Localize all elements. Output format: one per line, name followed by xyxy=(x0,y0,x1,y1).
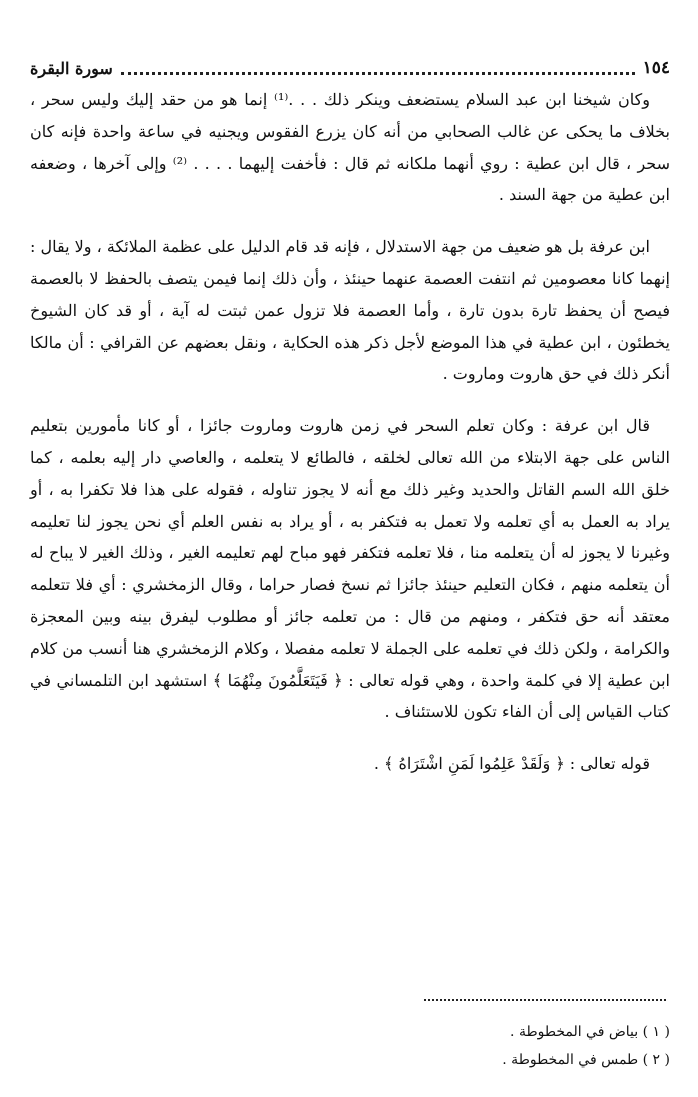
footnotes xyxy=(30,1018,670,1074)
paragraph: وكان شيخنا ابن عبد السلام يستضعف وينكر ذلك . . .⁽¹⁾ إنما هو من حقد إليك وليس سحر ، بخلاف ما يحكى عن غالب الصحابي من أنه كان يزرع الفقوس ويجنيه في ساعة واحدة فإنه كان سحر ، قال ابن عطية : روي أنهما ملكانه ثم قال : فأخفت إليهما . . . . ⁽²⁾ وإلى آخرها ، وضعفه ابن عطية من جهة السند . xyxy=(30,90,671,205)
surah-title: سورة البقرة xyxy=(30,58,113,78)
paragraph: قوله تعالى : ﴿ وَلَقَدْ عَلِمُوا لَمَنِ اشْتَرَاهُ ﴾ . xyxy=(373,754,650,774)
page-header xyxy=(30,56,670,80)
page-number: ١٥٤ xyxy=(642,58,670,78)
paragraph: ابن عرفة بل هو ضعيف من جهة الاستدلال ، فإنه قد قام الدليل على عظمة الملائكة ، ولا يقال : إنهما كانا معصومين ثم انتفت العصمة عنهما حينئذ ، وأن ذلك إنما فيمن يتصف بالحفظ لا بالعصمة فيصح أن يحفظ تارة بدون تارة ، وأما العصمة فلا تزول عمن ثبتت له آية ، أو قد كان الشيوخ يخطئون ، ابن عطية في هذا الموضع لأجل ذكر هذه الحكاية ، ونقل بعضهم عن القرافي : أن مالكا أنكر ذلك في حق هاروت وماروت . xyxy=(30,237,670,384)
paragraph: قال ابن عرفة : وكان تعلم السحر في زمن هاروت وماروت جائزا ، أو كانا مأمورين بتعليم الناس على جهة الابتلاء من الله تعالى لخلقه ، فالطائع لا يتعلمه ، والعاصي دار إليه بعلمه ، كما خلق الله السم القاتل والحديد وغير ذلك مع أنه لا يجوز تناوله ، فقوله على هذا فلا تكفرا به ، أو يراد به العمل به أي تعلمه ولا تعمل به فتكفر به ، أو يراد به نفس العلم أي نحن يجوز لنا تعليمه وغيرنا لا يجوز له أن يتعلمه منا ، فلا تعلمه فتكفر فهو مباح لهم تعليمه الغير ، وذلك الغير لا يباح له أن يتعلمه منهم ، فكان التعليم حينئذ جائزا ثم نسخ فصار حراما ، وقال الزمخشري : أي فلا تتعلمه معتقد أنه حق فتكفر ، ومنهم من قال : من تعلمه جائز أو مطلوب ليفرق بينه وبين المعجزة والكرامة ، ولكن ذلك في تعلمه على الجملة لا تعلمه مفصلا ، وكلام الزمخشري هنا أنسب من كلام ابن عطية إلا في كلمة واحدة ، وهي قوله تعالى : ﴿ فَيَتَعَلَّمُونَ مِنْهُمَا ﴾ استشهد ابن التلمساني في كتاب القياس إلى أن الفاء تكون للاستئناف . xyxy=(30,416,671,722)
footnote: ( ٢ ) طمس في المخطوطة . xyxy=(502,1052,670,1068)
page-body xyxy=(30,84,670,800)
footnote: ( ١ ) بياض في المخطوطة . xyxy=(510,1024,670,1040)
footnote-separator xyxy=(424,999,666,1001)
header-dotted-rule xyxy=(121,62,635,75)
